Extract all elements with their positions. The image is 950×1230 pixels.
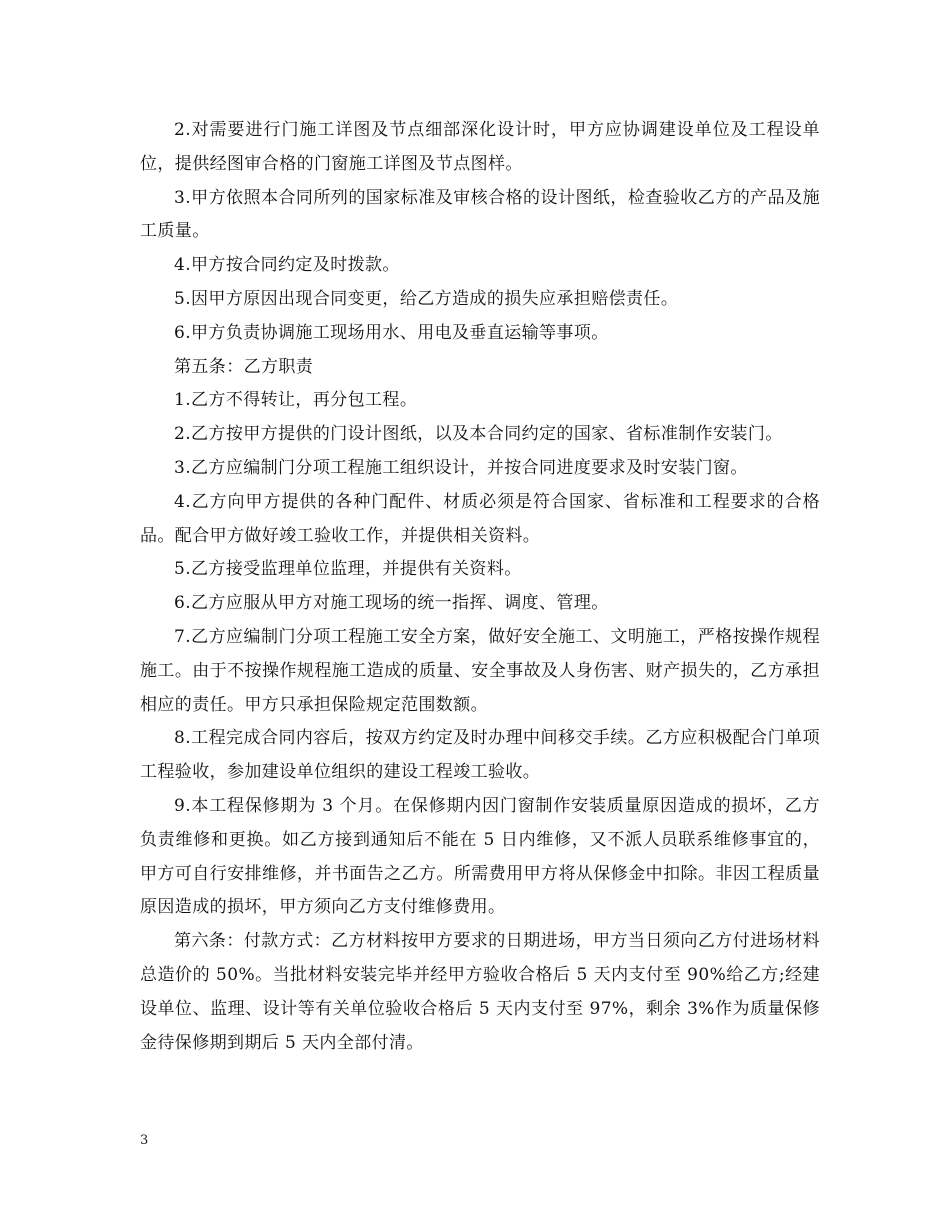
page-number: 3 xyxy=(140,1133,149,1148)
paragraph: 4.乙方向甲方提供的各种门配件、材质必须是符合国家、省标准和工程要求的合格品。配合甲方做好竣工验收工作，并提供相关资料。 xyxy=(140,491,820,546)
paragraph: 1.乙方不得转让，再分包工程。 xyxy=(174,390,418,411)
paragraph: 7.乙方应编制门分项工程施工安全方案，做好安全施工、文明施工，严格按操作规程施工。由于不按操作规程施工造成的质量、安全事故及人身伤害、财产损失的，乙方承担相应的责任。甲方只承担保险规定范围数额。 xyxy=(140,626,820,715)
paragraph: 8.工程完成合同内容后，按双方约定及时办理中间移交手续。乙方应积极配合门单项工程验收，参加建设单位组织的建设工程竣工验收。 xyxy=(140,728,820,783)
paragraph: 3.乙方应编制门分项工程施工组织设计，并按合同进度要求及时安装门窗。 xyxy=(174,457,748,478)
document-body xyxy=(140,114,820,1060)
payment-clause: 第六条：付款方式：乙方材料按甲方要求的日期进场，甲方当日须向乙方付进场材料总造价的 50%。当批材料安装完毕并经甲方验收合格后 5 天内支付至 90%给乙方;经建设单位、监理、设计等有关单位验收合格后 5 天内支付至 97%，剩余 3%作为质量保修金待保修期到期后 5 天内全部付清。 xyxy=(140,931,820,1053)
paragraph: 3.甲方依照本合同所列的国家标准及审核合格的设计图纸，检查验收乙方的产品及施工质量。 xyxy=(140,187,820,242)
paragraph: 6.乙方应服从甲方对施工现场的统一指挥、调度、管理。 xyxy=(174,593,609,614)
paragraph: 9.本工程保修期为 3 个月。在保修期内因门窗制作安装质量原因造成的损坏，乙方负责维修和更换。如乙方接到通知后不能在 5 日内维修，又不派人员联系维修事宜的，甲方可自行安排维修，并书面告之乙方。所需费用甲方将从保修金中扣除。非因工程质量原因造成的损坏，甲方须向乙方支付维修费用。 xyxy=(140,795,820,918)
section-heading: 第五条：乙方职责 xyxy=(174,356,314,377)
paragraph: 4.甲方按合同约定及时拨款。 xyxy=(174,255,400,276)
paragraph: 6.甲方负责协调施工现场用水、用电及垂直运输等事项。 xyxy=(174,322,609,343)
paragraph: 5.乙方接受监理单位监理，并提供有关资料。 xyxy=(174,559,522,580)
paragraph: 2.对需要进行门施工详图及节点细部深化设计时，甲方应协调建设单位及工程设单位，提供经图审合格的门窗施工详图及节点图样。 xyxy=(140,120,820,174)
paragraph: 2.乙方按甲方提供的门设计图纸，以及本合同约定的国家、省标准制作安装门。 xyxy=(174,424,783,445)
paragraph: 5.因甲方原因出现合同变更，给乙方造成的损失应承担赔偿责任。 xyxy=(174,288,679,309)
